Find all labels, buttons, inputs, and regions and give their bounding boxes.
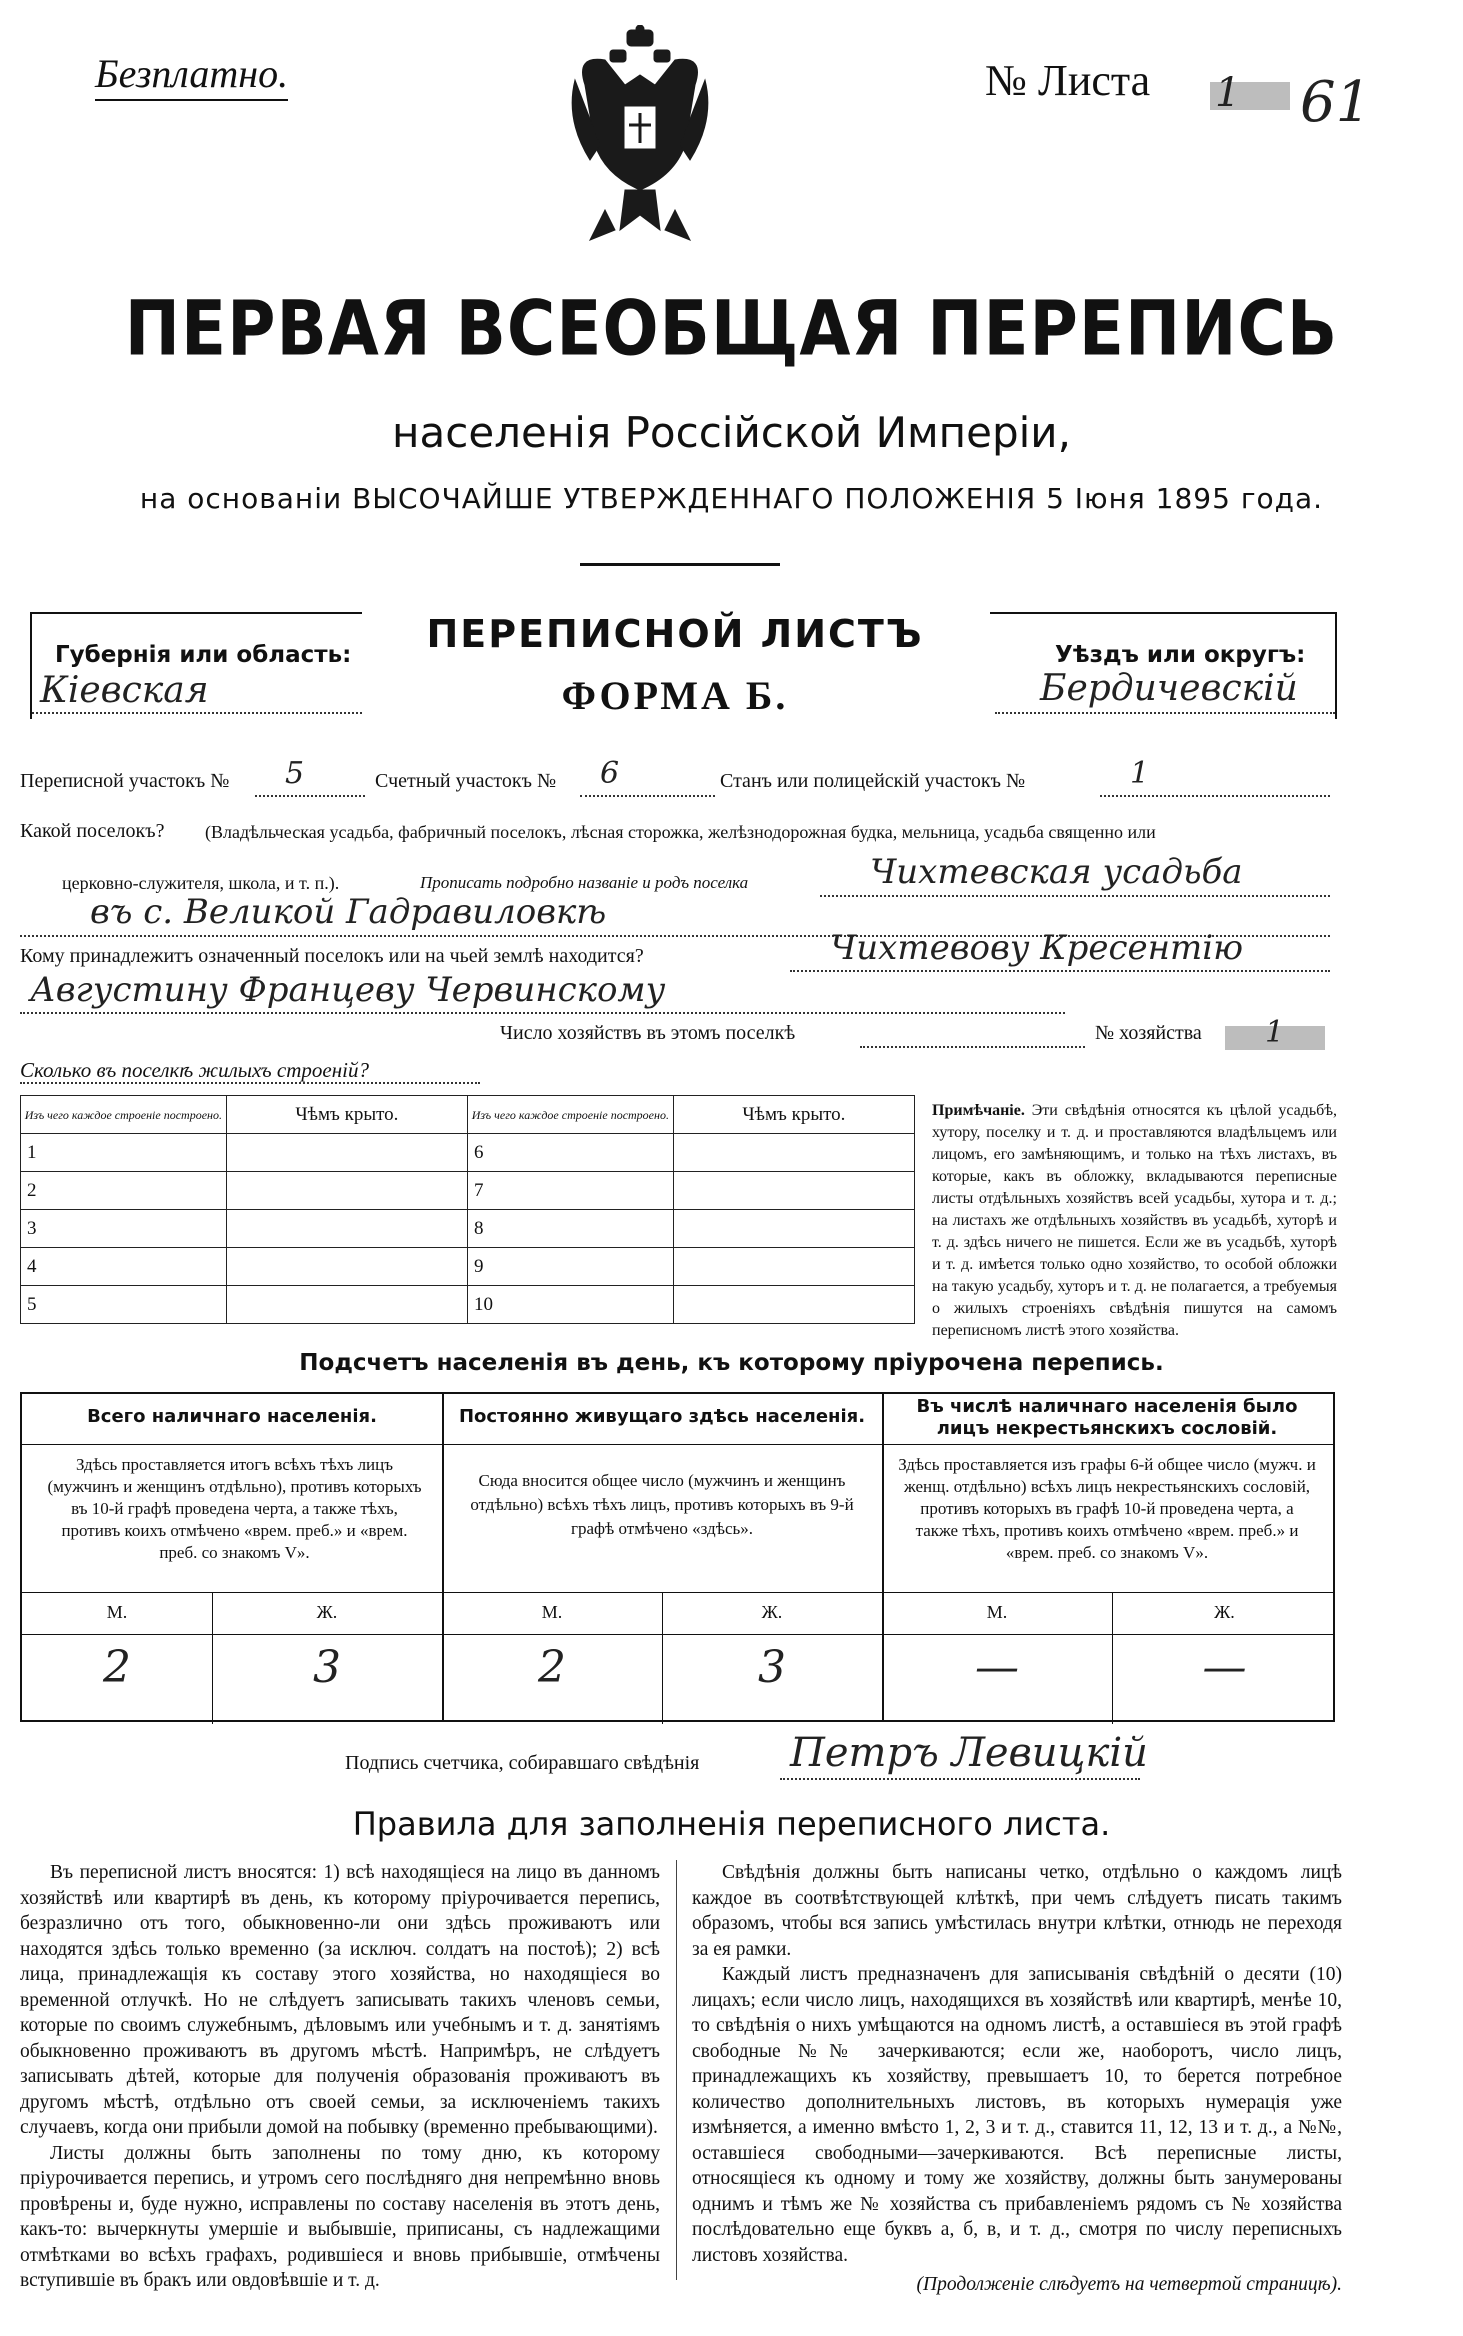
total-female-value: 3 [313, 1642, 341, 1693]
divider [22, 1444, 1333, 1445]
rules-paragraph: Каждый листъ предназначенъ для записыванія свѣдѣній о десяти (10) лицахъ; если число лицъ, находящихся въ хозяйствѣ или квартирѣ, менѣе 10, то свѣдѣнія о нихъ умѣщаются на одномъ листѣ, а оставшіеся въ этой графѣ свободные №№ зачеркиваются; если же, наоборотъ, число лицъ, принадлежащихъ къ хозяйству, превышаетъ 10, то берется потребное количество дополнительныхъ листовъ, въ которыхъ нумерація уже измѣняется, а именно вмѣсто 1, 2, 3 и т. д., ставится 11, 12, 13 и т. д., а №№, оставшіеся свободными—зачеркиваются. Всѣ переписные листы, относящіеся къ одному и тому же хозяйству, должны быть занумерованы однимъ и тѣмъ же № хозяйства съ прибавленіемъ рядомъ съ № хозяйства послѣдовательно еще буквъ а, б, в, и т. д., смотря по числу переписныхъ листовъ хозяйства. [692, 1964, 1342, 2266]
document-title: ПЕРВАЯ ВСЕОБЩАЯ ПЕРЕПИСЬ [124, 284, 1339, 373]
stan-line [1100, 795, 1330, 797]
zh-label: Ж. [1214, 1602, 1235, 1622]
signature-label: Подпись счетчика, собиравшаго свѣдѣнія [345, 1752, 700, 1774]
owner-value-2: Августину Францеву Червинскому [30, 970, 666, 1010]
table-row [21, 1172, 915, 1210]
rules-paragraph: Въ переписной листъ вносятся: 1) всѣ находящіеся на лицо въ данномъ хозяйствѣ или квартирѣ въ день, къ которому пріурочивается перепись, безразлично отъ того, обыкновенно-ли они здѣсь проживаютъ или находятся здѣсь только временно (за исключ. солдатъ на постоѣ); 2) всѣ лица, принадлежащія къ составу этого хозяйства, но находящіеся во временной отлучкѣ. Но не слѣдуетъ записывать такихъ членовъ семьи, которые по своимъ служебнымъ, дѣловымъ или учебнымъ и т. д. занятіямъ обыкновенно проживаютъ въ другомъ мѣстѣ. Напримѣръ, не слѣдуетъ записывать дѣтей, которые для полученія образованія проживаютъ въ другомъ мѣстѣ, отдѣльно отъ своей семьи, за исключеніемъ такихъ случаевъ, когда они прибыли домой на побывку (временно пребывающими). [20, 1862, 660, 2138]
table-row [21, 1248, 915, 1286]
zh-label: Ж. [761, 1602, 783, 1622]
uezd-line [995, 712, 1335, 714]
sheet-title: ПЕРЕПИСНОЙ ЛИСТЪ [426, 612, 924, 656]
zh-label: Ж. [316, 1602, 338, 1622]
count-district-line [580, 795, 715, 797]
rules-left-column [20, 1860, 660, 2294]
nonpeasant-female-value: — [1202, 1642, 1247, 1693]
nonpeasant-male-value: — [975, 1642, 1019, 1693]
rules-paragraph: Листы должны быть заполнены по тому дню, къ которому пріурочивается перепись, и утромъ сего послѣдняго дня непремѣнно вновь провѣрены и, буде нужно, исправлены по составу населенія въ этотъ день, какъ-то: вычеркнуты умершіе и выбывшіе, приписаны, съ надлежащими отмѣтками во всѣхъ графахъ, родившіеся и вновь прибывшіе, отмѣчены вступившіе въ бракъ или овдовѣвшіе и т. д. [20, 2142, 660, 2291]
population-table [20, 1392, 1335, 1722]
sheet-number-label: № Листа [985, 56, 1151, 105]
owner-value-1: Чихтевову Кресентію [830, 928, 1244, 968]
households-label: Число хозяйствъ въ этомъ поселкѣ [500, 1022, 796, 1044]
buildings-col-material-1: Изъ чего каждое строеніе построено. [21, 1096, 227, 1134]
gubernia-line [32, 712, 362, 714]
col-nonpeasant-title: Въ числѣ наличнаго населенія было лицъ некрестьянскихъ сословій. [916, 1396, 1298, 1439]
legal-basis: на основаніи ВЫСОЧАЙШЕ УТВЕРЖДЕННАГО ПОЛОЖЕНІЯ 5 Іюня 1895 года. [139, 482, 1324, 515]
table-row [21, 1134, 915, 1172]
table-row [21, 1210, 915, 1248]
owner-line-1 [790, 970, 1330, 972]
col-permanent-desc: Сюда вносится общее число (мужчинъ и женщинъ отдѣльно) всѣхъ тѣхъ лицъ, противъ которыхъ въ 9-й графѣ отмѣчено «здѣсь». [470, 1471, 854, 1538]
settlement-line-1 [820, 895, 1330, 897]
signature-value: Петръ Левицкій [790, 1730, 1148, 1776]
stan-value: 1 [1130, 756, 1150, 791]
row-number: 8 [467, 1210, 673, 1248]
census-district-label: Переписной участокъ № [20, 770, 230, 792]
buildings-table [20, 1095, 915, 1324]
col-permanent-title: Постоянно живущаго здѣсь населенія. [458, 1406, 866, 1427]
row-number: 3 [21, 1210, 227, 1248]
row-number: 9 [467, 1248, 673, 1286]
row-number: 7 [467, 1172, 673, 1210]
imperial-eagle-emblem [565, 25, 715, 250]
buildings-col-roof-1: Чѣмъ крыто. [226, 1096, 467, 1134]
gubernia-value: Кіевская [40, 670, 209, 711]
buildings-line [20, 1082, 480, 1084]
document-subtitle: населенія Россійской Имперіи, [392, 408, 1071, 457]
settlement-label: Какой поселокъ? [20, 820, 165, 842]
row-number: 2 [21, 1172, 227, 1210]
owner-label: Кому принадлежитъ означенный поселокъ или на чьей землѣ находится? [20, 945, 644, 967]
col-total-title: Всего наличнаго населенія. [87, 1406, 377, 1427]
form-name: ФОРМА Б. [561, 673, 789, 718]
sheet-number-annotation: 61 [1300, 70, 1372, 135]
settlement-value-1: Чихтевская усадьба [870, 852, 1243, 892]
buildings-col-roof-2: Чѣмъ крыто. [673, 1096, 914, 1134]
rules-right-column [692, 1860, 1342, 2298]
stan-label: Станъ или полицейскій участокъ № [720, 770, 1026, 792]
permanent-male-value: 2 [538, 1642, 566, 1693]
m-label: М. [986, 1602, 1008, 1622]
row-number: 5 [21, 1286, 227, 1324]
rules-paragraph: Свѣдѣнія должны быть написаны четко, отдѣльно о каждомъ лицѣ каждое въ соотвѣтствующей клѣткѣ, при чемъ слѣдуетъ писать такимъ образомъ, чтобы вся запись умѣстилась внутри клѣтки, отнюдь не переходя за ея рамки. [692, 1862, 1342, 1960]
census-district-line [255, 795, 365, 797]
owner-line-2 [20, 1012, 1065, 1014]
sheet-number-handwritten: 1 [1215, 70, 1241, 116]
buildings-label: Сколько въ поселкѣ жилыхъ строеній? [20, 1058, 369, 1082]
uezd-value: Бердичевскій [1040, 668, 1298, 709]
uezd-label: Уѣздъ или округъ: [1055, 642, 1306, 668]
signature-line [780, 1778, 1140, 1780]
census-district-value: 5 [285, 756, 305, 791]
note-text: Эти свѣдѣнія относятся къ цѣлой усадьбѣ, хутору, поселку и т. д. и проставляются владѣльцемъ или лицомъ, его замѣняющимъ, и только на тѣхъ листахъ, въ которые, какъ въ обложку, вкладываются переписные листы отдѣльныхъ хозяйствъ всей усадьбы, хутора и т. д.; на листахъ же отдѣльныхъ хозяйствъ въ усадьбѣ, хуторѣ и т. д. здѣсь ничего не пишется. Если же въ усадьбѣ, хуторѣ и т. д. имѣется только одно хозяйство, то особой обложки на такую усадьбу, хуторъ и т. д. не полагается, а требуемыя о жилыхъ строеніяхъ свѣдѣнія пишутся на самомъ переписномъ листѣ этого хозяйства. [932, 1102, 1338, 1339]
m-label: М. [541, 1602, 563, 1622]
column-divider [676, 1860, 677, 2280]
row-number: 10 [467, 1286, 673, 1324]
settlement-hint-2: церковно-служителя, школа, и т. п.). [62, 873, 340, 893]
row-number: 1 [21, 1134, 227, 1172]
rules-title: Правила для заполненія переписного листа. [352, 1805, 1111, 1843]
divider [22, 1592, 1333, 1593]
free-of-charge-label: Безплатно. [95, 50, 288, 101]
note-block [932, 1100, 1337, 1342]
population-heading: Подсчетъ населенія въ день, къ которому пріурочена перепись. [299, 1350, 1164, 1376]
col-total-desc: Здѣсь проставляется итогъ всѣхъ тѣхъ лицъ (мужчинъ и женщинъ отдѣльно), противъ которыхъ въ 10-й графѣ проведена черта, а также тѣхъ, противъ коихъ отмѣчено «врем. преб.» и «врем. преб. со знакомъ V». [47, 1455, 422, 1562]
col-nonpeasant-desc: Здѣсь проставляется изъ графы 6-й общее число (мужч. и женщ. отдѣльно) всѣхъ лицъ некрестьянскихъ сословій, противъ которыхъ въ графѣ 10-й проведена черта, а также тѣхъ, противъ коихъ отмѣчено «врем. преб.» и «врем. преб. со знакомъ V». [898, 1455, 1316, 1562]
households-line [860, 1046, 1085, 1048]
row-number: 4 [21, 1248, 227, 1286]
settlement-hint: (Владѣльческая усадьба, фабричный поселокъ, лѣсная сторожка, желѣзнодорожная будка, мельница, усадьба священно или [205, 822, 1156, 842]
m-label: М. [106, 1602, 128, 1622]
count-district-label: Счетный участокъ № [375, 770, 557, 792]
household-number-label: № хозяйства [1095, 1022, 1202, 1044]
table-row [21, 1286, 915, 1324]
buildings-col-material-2: Изъ чего каждое строеніе построено. [467, 1096, 673, 1134]
settlement-value-2: въ с. Великой Гадравиловкѣ [90, 892, 607, 932]
row-number: 6 [467, 1134, 673, 1172]
gubernia-label: Губернія или область: [55, 642, 352, 668]
continued-note: (Продолженіе слѣдуетъ на четвертой страницѣ). [916, 2274, 1342, 2295]
divider [580, 563, 780, 566]
divider [22, 1634, 1333, 1635]
note-title: Примѣчаніе. [932, 1102, 1025, 1119]
household-number-value: 1 [1265, 1015, 1285, 1050]
count-district-value: 6 [600, 756, 620, 791]
settlement-hint-italic: Прописать подробно названіе и родъ поселка [420, 873, 749, 892]
total-male-value: 2 [103, 1642, 131, 1693]
permanent-female-value: 3 [758, 1642, 786, 1693]
